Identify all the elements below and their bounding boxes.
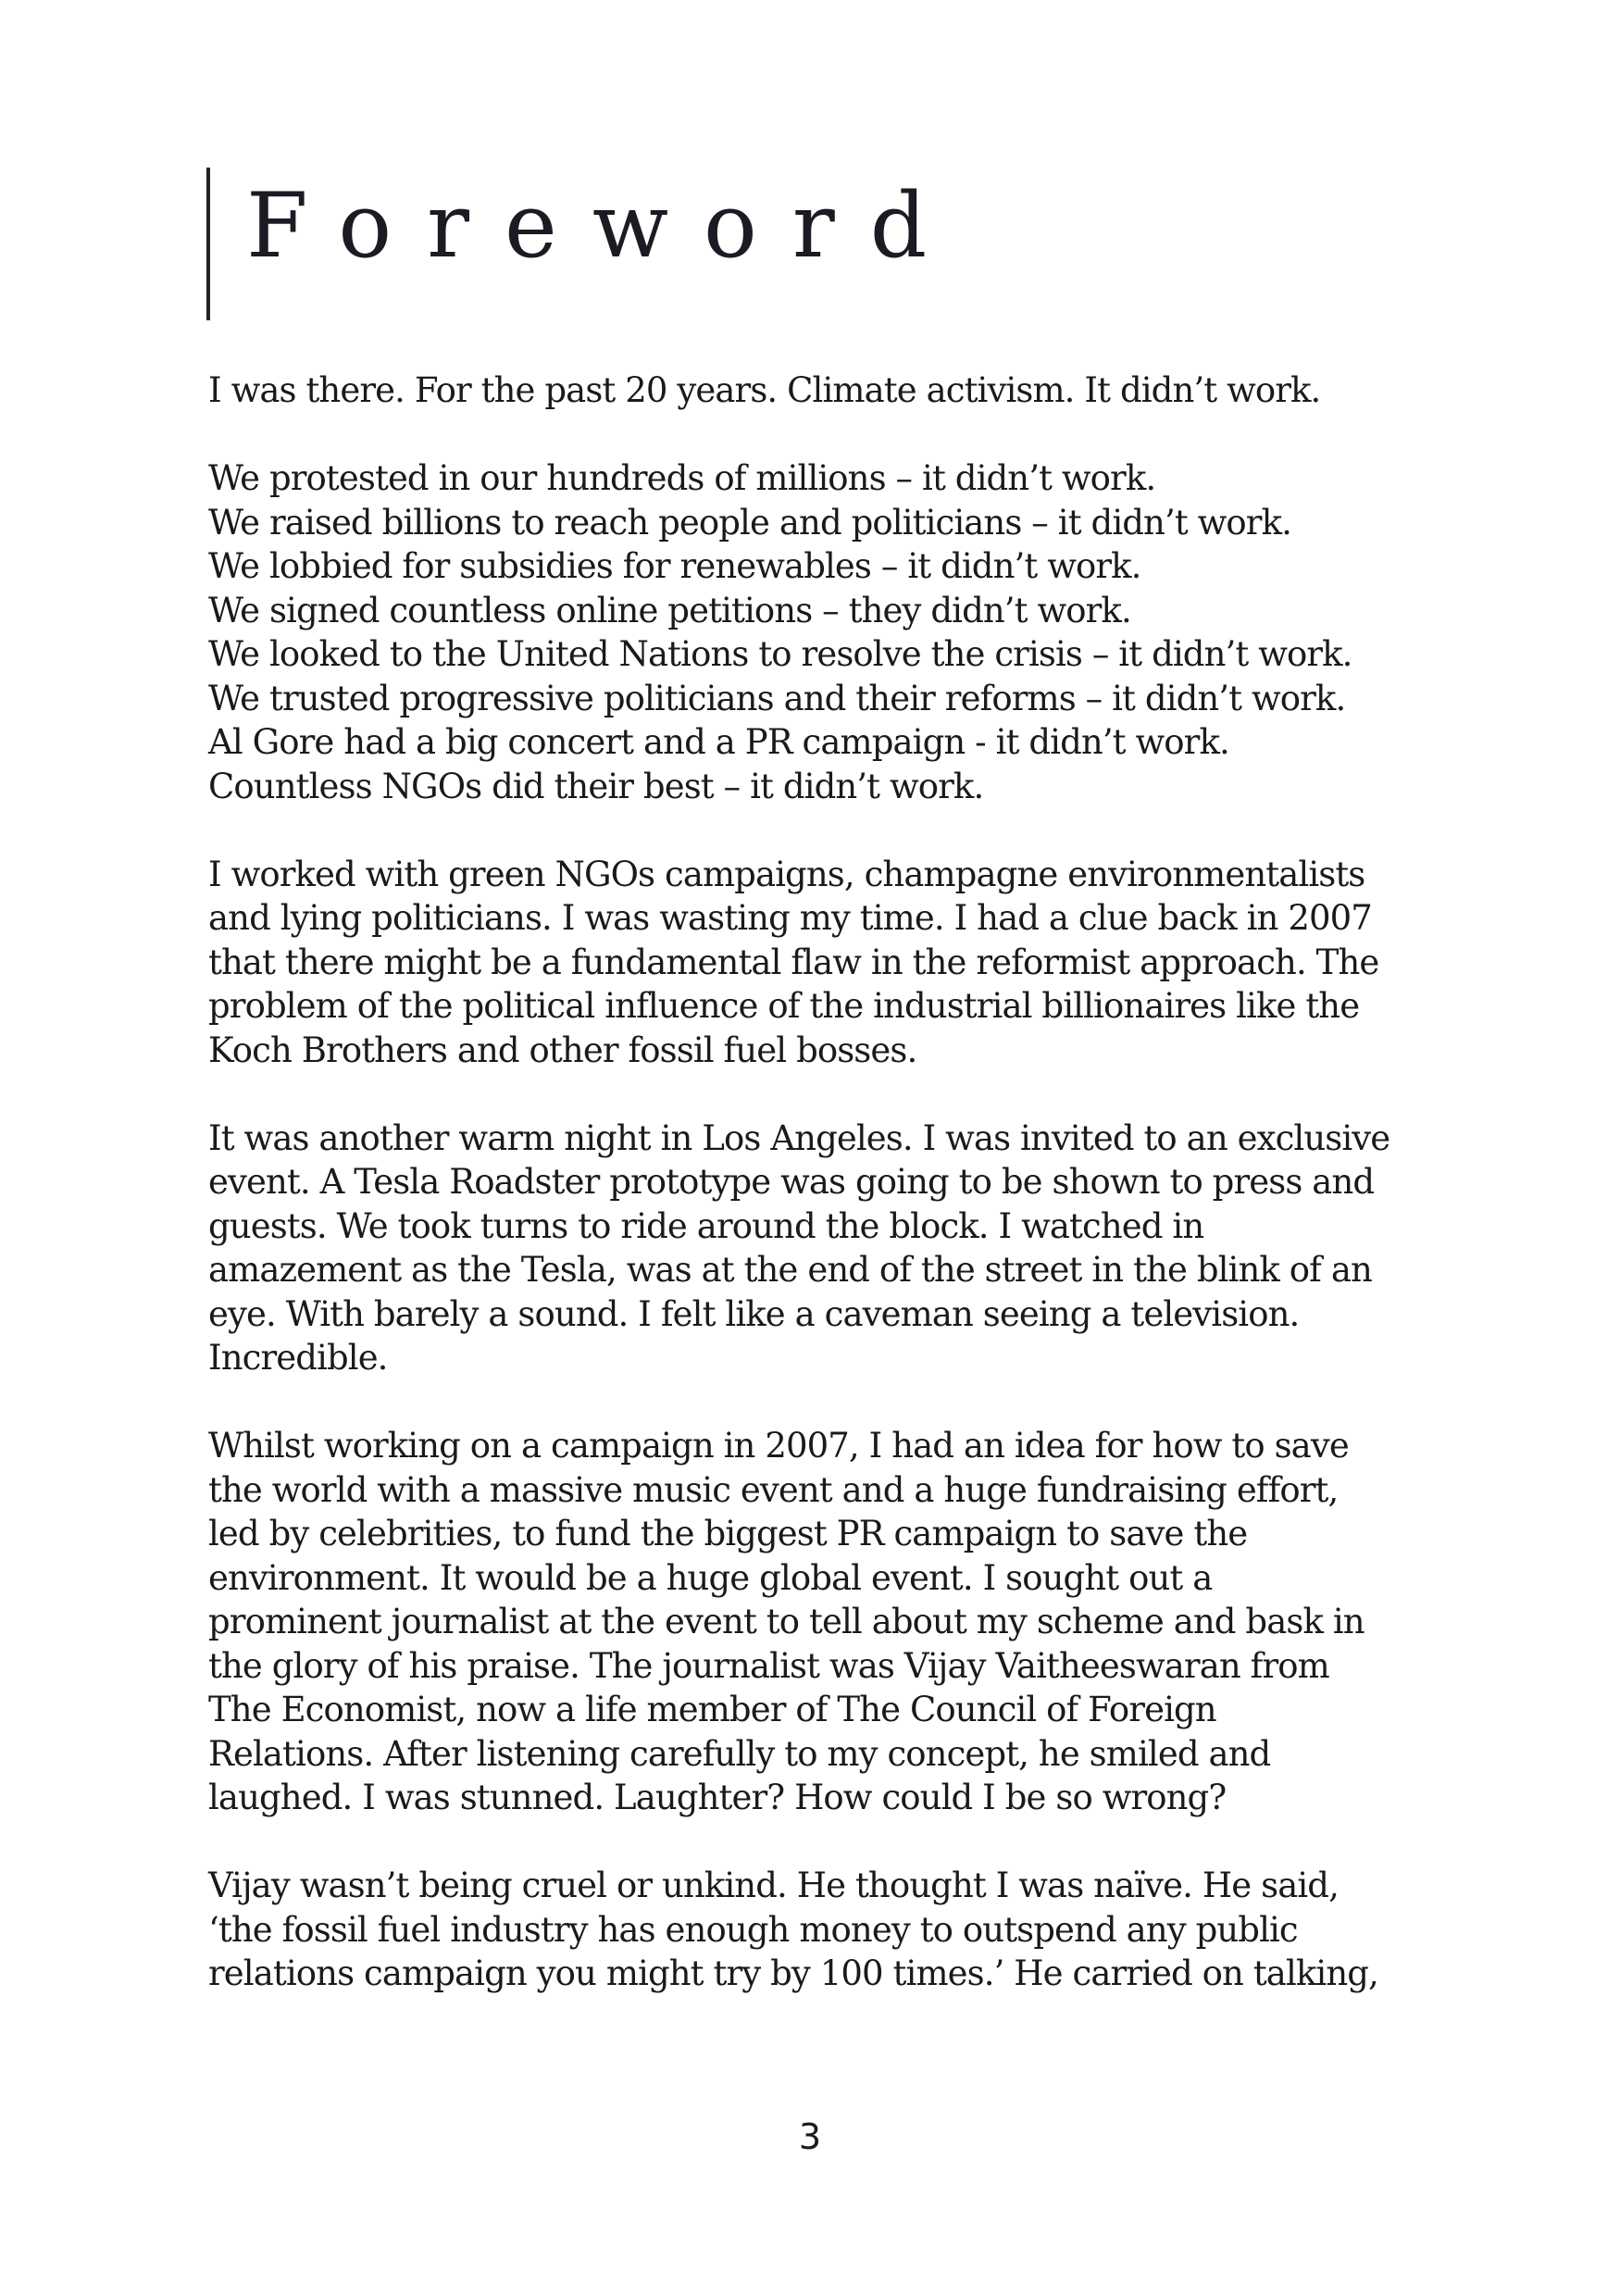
paragraph: [208, 1864, 1449, 1996]
text-line: eye. With barely a sound. I felt like a caveman seeing a television.: [208, 1293, 1300, 1334]
text-line: I was there. For the past 20 years. Climate activism. It didn’t work.: [208, 370, 1321, 410]
text-line: Whilst working on a campaign in 2007, I had an idea for how to save: [208, 1426, 1349, 1466]
text-line: I worked with green NGOs campaigns, champagne environmentalists: [208, 854, 1365, 894]
text-line: Vijay wasn’t being cruel or unkind. He thought I was naïve. He said,: [208, 1866, 1339, 1905]
text-line: We protested in our hundreds of millions – it didn’t work.: [208, 458, 1156, 498]
text-line: laughed. I was stunned. Laughter? How could I be so wrong?: [208, 1778, 1227, 1817]
text-line: that there might be a fundamental flaw in the reformist approach. The: [208, 942, 1379, 982]
text-line: It was another warm night in Los Angeles. I was invited to an exclusive: [208, 1117, 1390, 1158]
paragraph: [208, 456, 1449, 808]
body-text: [208, 368, 1449, 2040]
text-line: relations campaign you might try by 100 times.’ He carried on talking,: [208, 1953, 1378, 1993]
text-line: Koch Brothers and other fossil fuel bosses.: [208, 1029, 917, 1070]
text-line: We looked to the United Nations to resolve the crisis – it didn’t work.: [208, 634, 1352, 674]
text-line: Incredible.: [208, 1338, 388, 1378]
text-line: We raised billions to reach people and politicians – it didn’t work.: [208, 502, 1291, 543]
text-line: prominent journalist at the event to tell about my scheme and bask in: [208, 1602, 1365, 1641]
page-number: 3: [798, 2116, 822, 2157]
text-line: problem of the political influence of the industrial billionaires like the: [208, 986, 1360, 1026]
text-line: the glory of his praise. The journalist was Vijay Vaitheeswaran from: [208, 1645, 1329, 1686]
text-line: and lying politicians. I was wasting my time. I had a clue back in 2007: [208, 898, 1372, 938]
text-line: amazement as the Tesla, was at the end of the street in the blink of an: [208, 1250, 1372, 1290]
text-line: Relations. After listening carefully to my concept, he smiled and: [208, 1733, 1271, 1774]
text-line: ‘the fossil fuel industry has enough money to outspend any public: [208, 1909, 1298, 1950]
text-line: We lobbied for subsidies for renewables – it didn’t work.: [208, 546, 1141, 586]
paragraph: [208, 368, 1449, 413]
paragraph: [208, 1117, 1449, 1380]
text-line: led by celebrities, to fund the biggest PR campaign to save the: [208, 1514, 1248, 1554]
text-line: We trusted progressive politicians and their reforms – it didn’t work.: [208, 678, 1346, 718]
text-line: The Economist, now a life member of The Council of Foreign: [208, 1690, 1216, 1729]
title-rule: [206, 168, 210, 320]
paragraph: [208, 853, 1449, 1073]
text-line: event. A Tesla Roadster prototype was going to be shown to press and: [208, 1162, 1375, 1202]
page-title: Foreword: [246, 174, 963, 278]
text-line: guests. We took turns to ride around the block. I watched in: [208, 1205, 1204, 1246]
text-line: Countless NGOs did their best – it didn’t work.: [208, 766, 984, 806]
text-line: We signed countless online petitions – they didn’t work.: [208, 590, 1131, 630]
text-line: environment. It would be a huge global event. I sought out a: [208, 1557, 1213, 1598]
paragraph: [208, 1424, 1449, 1820]
text-line: the world with a massive music event and a huge fundraising effort,: [208, 1469, 1339, 1510]
text-line: Al Gore had a big concert and a PR campaign - it didn’t work.: [208, 722, 1229, 762]
